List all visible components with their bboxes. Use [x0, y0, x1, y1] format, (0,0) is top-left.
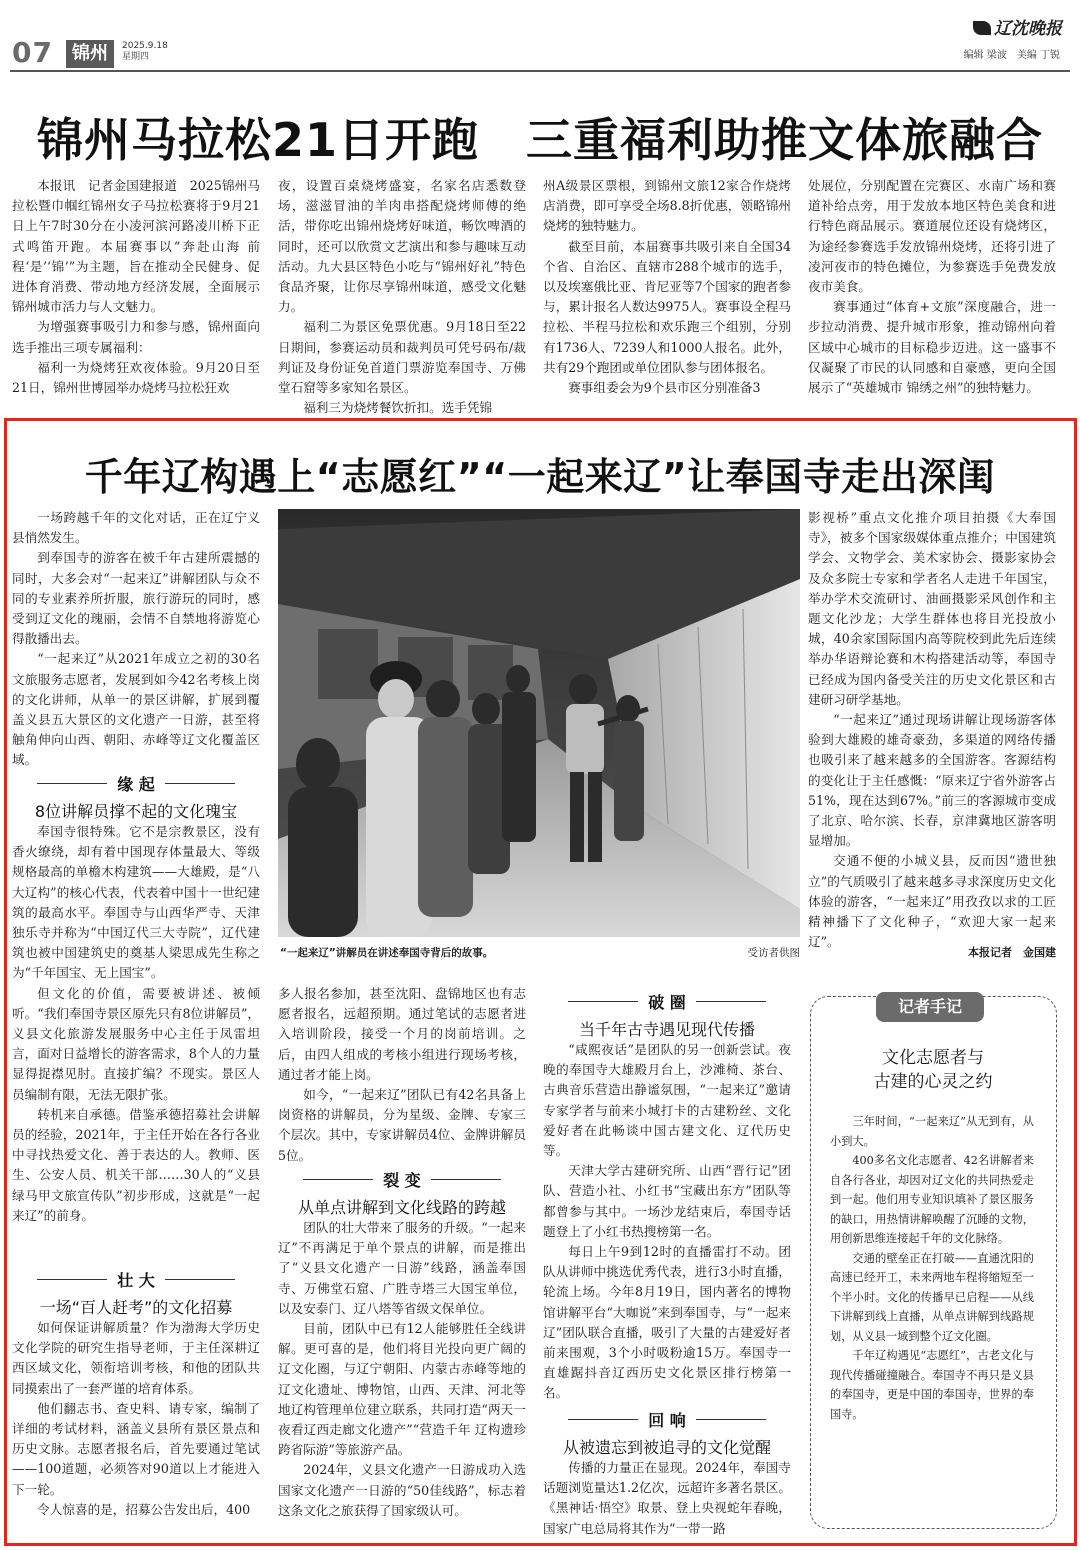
divider-line [568, 1419, 638, 1420]
date-text: 2025.9.18 [122, 41, 168, 51]
paragraph: 本报讯 记者金国建报道 2025锦州马拉松暨巾帼红锦州女子马拉松赛将于9月21日上午7时30分在小凌河滨河路凌川桥下正式鸣笛开跑。本届赛事以“奔赴山海 前程‘是’‘锦’”为主题，旨在推动全民健身、促进体育消费、带动地方经济发展，全面展示锦州城市活力与人文魅力。 [12, 178, 260, 315]
editors-credit: 编辑 梁波 美编 丁锐 [963, 50, 1060, 61]
paragraph: 令人惊喜的是，招募公告发出后，400 [37, 1501, 251, 1517]
article1-column-1 [12, 176, 260, 414]
section-subtitle: 当千年古寺遇见现代传播 [578, 1020, 755, 1039]
paragraph: “一起来辽”通过现场讲解让现场游客体验到大雄殿的雄奇豪劲，多渠道的网络传播也吸引来了越来越多的全国游客。客源结构的变化让于主任感慨：“原来辽宁省外游客占51%，现在达到67%。”前三的客源城市变成了北京、哈尔滨、长春，京津冀地区游客明显增加。 [808, 712, 1056, 849]
paragraph: 福利三为烧烤餐饮折扣。选手凭锦 [303, 400, 493, 416]
headline-marathon: 锦州马拉松21日开跑 三重福利助推文体旅融合 [36, 113, 1043, 167]
paragraph: “一起来辽”从2021年成立之初的30名文旅服务志愿者，发展到如今42名考核上岗的文化讲师，从单一的景区讲解，扩展到覆盖义县五大景区的文化遗产一日游，甚至将触角伸向山西、朝阳、赤峰等辽文化覆盖区域。 [12, 651, 260, 768]
reporter-notes-tag: 记者手记 [876, 992, 984, 1022]
news-photo[interactable] [278, 509, 800, 937]
article1-column-3 [543, 176, 791, 414]
paragraph: 千年辽构遇见“志愿红”，古老文化与现代传播碰撞融合。奉国寺不再只是义县的奉国寺，更是中国的奉国寺，世界的奉国寺。 [830, 1349, 1034, 1421]
section-echo-text [543, 1458, 791, 1540]
article2-intro [12, 508, 260, 770]
article1-column-2 [278, 176, 526, 414]
logo-text: 辽沈晚报 [994, 19, 1062, 39]
section-label: 裂 变 [383, 1171, 421, 1190]
paragraph: 处展位，分别配置在完赛区、水南广场和赛道补给点旁，用于发放本地区特色美食和进行特色商品展示。赛道展位还设有烧烤区，为途经参赛选手发放锦州烧烤，还将引进了凌河夜市的特色摊位，为参赛选手免费发放夜市美食。 [808, 178, 1056, 295]
paragraph: 交通的壁垒正在打破——直通沈阳的高速已经开工，未来两地车程将缩短至一个半小时。文化的传播早已启程——从线下讲解到线上直播，从单点讲解到线路规划，从义县一域到整个辽文化圈。 [830, 1251, 1034, 1343]
photo-caption [280, 945, 800, 960]
section-label: 壮 大 [117, 1271, 155, 1290]
divider-line [696, 1419, 766, 1420]
divider-line [165, 1279, 235, 1280]
section-label: 破 圈 [648, 993, 686, 1012]
divider-line [696, 1001, 766, 1002]
page-number: 07 [12, 36, 53, 69]
paragraph: 州A级景区票根，到锦州文旅12家合作烧烤店消费，即可享受全场8.8折优惠，领略锦州烧烤的独特魅力。 [543, 178, 791, 234]
reporter-notes-title [820, 1046, 1046, 1094]
paragraph: 每日上午9到12时的直播雷打不动。团队从讲师中挑选优秀代表，进行3小时直播，轮流上场。今年8月19日，国内著名的博物馆讲解平台“大咖说”来到奉国寺，与“一起来辽”团队联合直播，吸引了大量的古建爱好者前来围观，3个小时吸粉逾15万。奉国寺一直雄踞抖音辽西历史文化景区排行榜第一名。 [543, 1244, 791, 1401]
section-label: 回 响 [648, 1411, 686, 1430]
notes-title-line: 古建的心灵之约 [873, 1072, 993, 1092]
section-subtitle: 从单点讲解到文化线路的跨越 [297, 1198, 506, 1217]
divider-line [165, 783, 235, 784]
paragraph: 赛事组委会为9个县市区分别准备3 [568, 380, 761, 396]
paragraph: 一场跨越千年的文化对话，正在辽宁义县悄然发生。 [12, 510, 260, 546]
paragraph: 2024年，义县文化遗产一日游成功入选国家文化遗产一日游的“50佳线路”，标志着这条文化之旅获得了国家级认可。 [278, 1462, 526, 1518]
paragraph: 团队的壮大带来了服务的升级。“一起来辽”不再满足于单个景点的讲解，而是推出了“义县文化遗产一日游”线路，涵盖奉国寺、万佛堂石窟、广胜寺塔三大国宝单位，以及安泰门、辽八塔等省级文保单位。 [278, 1220, 526, 1316]
article2-column-2-lower [278, 984, 526, 1163]
paragraph: 转机来自承德。借鉴承德招募社会讲解员的经验，2021年，于主任开始在各行各业中寻找热爱文化、善于表达的人。教师、医生、公安人员、机关干部……30人的“义县绿马甲文旅宣传队”初步形成，这就是“一起来辽”的前身。 [12, 1106, 260, 1223]
section-label: 缘 起 [117, 775, 155, 794]
paragraph: 夜，设置百桌烧烤盛宴，名家名店悉数登场，滋滋冒油的羊肉串搭配烧烤师傅的绝活，带你吃出锦州烧烤好味道，畅饮啤酒的同时，还可以欣赏文艺演出和参与趣味互动活动。九大县区特色小吃与“锦州好礼”特色食品齐聚，让你尽享锦州味道，感受文化魅力。 [278, 178, 526, 315]
paragraph: 天津大学古建研究所、山西“晋行记”团队、营造小社、小红书“宝藏出东方”团队等都曾参与其中。一场沙龙结束后，奉国寺话题登上了小红书热搜榜第一名。 [543, 1163, 791, 1239]
section-break-text [543, 1040, 791, 1402]
photo-guide-explaining-temple [278, 509, 800, 937]
logo-mark-icon [973, 21, 991, 35]
paragraph: 福利二为景区免票优惠。9月18日至22日期间，参赛运动员和裁判员可凭号码布/裁判证及身份证免首道门票游览奉国寺、万佛堂石窟等多家知名景区。 [278, 319, 526, 396]
paragraph: 如今，“一起来辽”团队已有42名具备上岗资格的讲解员，分为星级、金牌、专家三个层次。其中，专家讲解员4位、金牌讲解员5位。 [278, 1087, 526, 1163]
masthead [10, 8, 1070, 70]
divider-line [37, 1279, 107, 1280]
section-subtitle: 8位讲解员撑不起的文化瑰宝 [34, 802, 238, 821]
paragraph: 他们翻志书、查史料、请专家，编制了详细的考试材料，涵盖义县所有景区景点和历史文脉。志愿者报名后，首先要通过笔试——100道题，必须答对90道以上才能进入下一轮。 [12, 1400, 260, 1497]
paragraph: 如何保证讲解质量？作为渤海大学历史文化学院的研究生指导老师，于主任深耕辽西区域文化，领衔培训考核，和他的团队共同摸索出了一套严谨的培育体系。 [12, 1320, 260, 1396]
weekday-text: 星期四 [122, 52, 150, 62]
article2-byline: 本报记者 金国建 [968, 946, 1056, 959]
section-subtitle: 一场“百人赶考”的文化招募 [39, 1298, 233, 1317]
paragraph: 三年时间，“一起来辽”从无到有，从小到大。 [830, 1115, 1034, 1148]
article1-column-4 [808, 176, 1056, 414]
headline-fengguo-temple: 千年辽构遇上“志愿红”“一起来辽”让奉国寺走出深闺 [84, 455, 996, 499]
masthead-rule [10, 70, 1070, 72]
paragraph: 400多名文化志愿者、42名讲解者来自各行各业，却因对辽文化的共同热爱走到一起。他们用专业知识填补了景区服务的缺口，用热情讲解唤醒了沉睡的文物，用创新思维连接起千年的文化脉络。 [830, 1154, 1034, 1245]
newspaper-logo [973, 14, 1062, 39]
paragraph: 但文化的价值，需要被讲述、被倾听。“我们奉国寺景区原先只有8位讲解员”，义县文化旅游发展服务中心主任于凤雷坦言，面对日益增长的游客需求，8个人的力量显得捉襟见肘。直接扩编？不现实。景区人员编制有限，无法无限扩张。 [12, 985, 260, 1102]
section-header-change [278, 1168, 526, 1218]
caption-text: “一起来辽”讲解员在讲述奉国寺背后的故事。 [280, 947, 494, 959]
reporter-notes-text [830, 1112, 1034, 1520]
paragraph: 交通不便的小城义县，反而因“遗世独立”的气质吸引了越来越多寻求深度历史文化体验的游客，“一起来辽”用孜孜以求的工匠精神播下了文化种子，“欢迎大家一起来辽”。 [808, 853, 1056, 950]
divider-line [568, 1001, 638, 1002]
photo-credit: 受访者供图 [747, 947, 800, 959]
paragraph: “咸熙夜话”是团队的另一创新尝试。夜晚的奉国寺大雄殿月台上，沙滩椅、茶台、古典音乐营造出静谧氛围，“一起来辽”邀请专家学者与前来小城打卡的古建粉丝、文化爱好者在此畅谈中国古建文化、辽代历史等。 [543, 1042, 791, 1159]
section-header-break [543, 990, 791, 1040]
publication-date [122, 41, 168, 63]
paragraph: 目前，团队中已有12人能够胜任全线讲解。更可喜的是，他们将目光投向更广阔的辽文化圈，与辽宁朝阳、内蒙古赤峰等地的辽文化遗址、博物馆，山西、天津、河北等地辽构管理单位建立联系，共同打造“两天一夜看辽西走廊文化遗产”“营造千年 辽构遗珍跨省际游”等旅游产品。 [278, 1321, 526, 1458]
section-subtitle: 从被遗忘到被追寻的文化觉醒 [562, 1438, 771, 1457]
paragraph: 多人报名参加，甚至沈阳、盘锦地区也有志愿者报名，远超预期。通过笔试的志愿者进入培训阶段，接受一个月的岗前培训。之后，由四人组成的考核小组进行现场考核，通过者才能上岗。 [278, 986, 526, 1082]
section-header-echo [543, 1408, 791, 1458]
divider-line [303, 1179, 373, 1180]
section-growth-text [12, 1318, 260, 1540]
paragraph: 影视桥”重点文化推介项目拍摄《大奉国寺》，被多个国家级媒体重点推介；中国建筑学会、文物学会、美术家协会、摄影家协会及众多院士专家和学者名人走进千年国宝，举办学术交流研讨、油画摄影采风创作和主题文化沙龙；大学生群体也将目光投放小城，40余家国际国内高等院校到此先后连续举办华语辩论赛和木构搭建活动等，奉国寺已经成为国内备受关注的历史文化景区和古建研习研学基地。 [808, 510, 1056, 707]
section-header-origin [12, 772, 260, 822]
article2-column-4 [808, 508, 1056, 950]
section-change-text [278, 1218, 526, 1540]
section-origin-text [12, 822, 260, 1262]
paragraph: 截至目前，本届赛事共吸引来自全国34个省、自治区、直辖市288个城市的选手，以及埃塞俄比亚、肯尼亚等7个国家的跑者参与，累计报名人数达9975人。赛事设全程马拉松、半程马拉松和欢乐跑三个组别，分别有1736人、7239人和1000人报名。此外，共有29个跑团或单位团队参与团体报名。 [543, 238, 791, 375]
paragraph: 福利一为烧烤狂欢夜体验。9月20日至21日，锦州世博园举办烧烤马拉松狂欢 [12, 359, 260, 396]
divider-line [431, 1179, 501, 1180]
paragraph: 奉国寺很特殊。它不是宗教景区，没有香火缭绕，却有着中国现存体量最大、等级规格最高的单檐木构建筑——大雄殿，是“八大辽构”的核心代表，代表着中国十一世纪建筑的最高水平。奉国寺与山西华严寺、天津独乐寺并称为“中国辽代三大寺院”，辽代建筑也被中国建筑史的奠基人梁思成先生称之为“千年国宝、无上国宝”。 [12, 824, 260, 981]
notes-title-line: 文化志愿者与 [882, 1048, 984, 1068]
divider-line [37, 783, 107, 784]
paragraph: 赛事通过“体育+文旅”深度融合，进一步拉动消费、提升城市形象，推动锦州向着区域中心城市的目标稳步迈进。这一盛事不仅凝聚了市民的认同感和自豪感，更向全国展示了“英雄城市 锦绣之州”的独特魅力。 [808, 299, 1056, 396]
paragraph: 到奉国寺的游客在被千年古建所震撼的同时，大多会对“一起来辽”讲解团队与众不同的专业素养所折服，旅行游玩的同时，感受到辽文化的瑰丽，会情不自禁地将游览心得散播出去。 [12, 550, 260, 647]
paragraph: 为增强赛事吸引力和参与感，锦州面向选手推出三项专属福利： [12, 319, 260, 355]
paragraph: 传播的力量正在显现。2024年，奉国寺话题浏览量达1.2亿次，远超许多著名景区。《黑神话·悟空》取景、登上央视蛇年春晚，国家广电总局将其作为“一带一路 [543, 1460, 791, 1536]
section-header-growth [12, 1268, 260, 1318]
section-tag[interactable]: 锦州 [66, 40, 114, 68]
